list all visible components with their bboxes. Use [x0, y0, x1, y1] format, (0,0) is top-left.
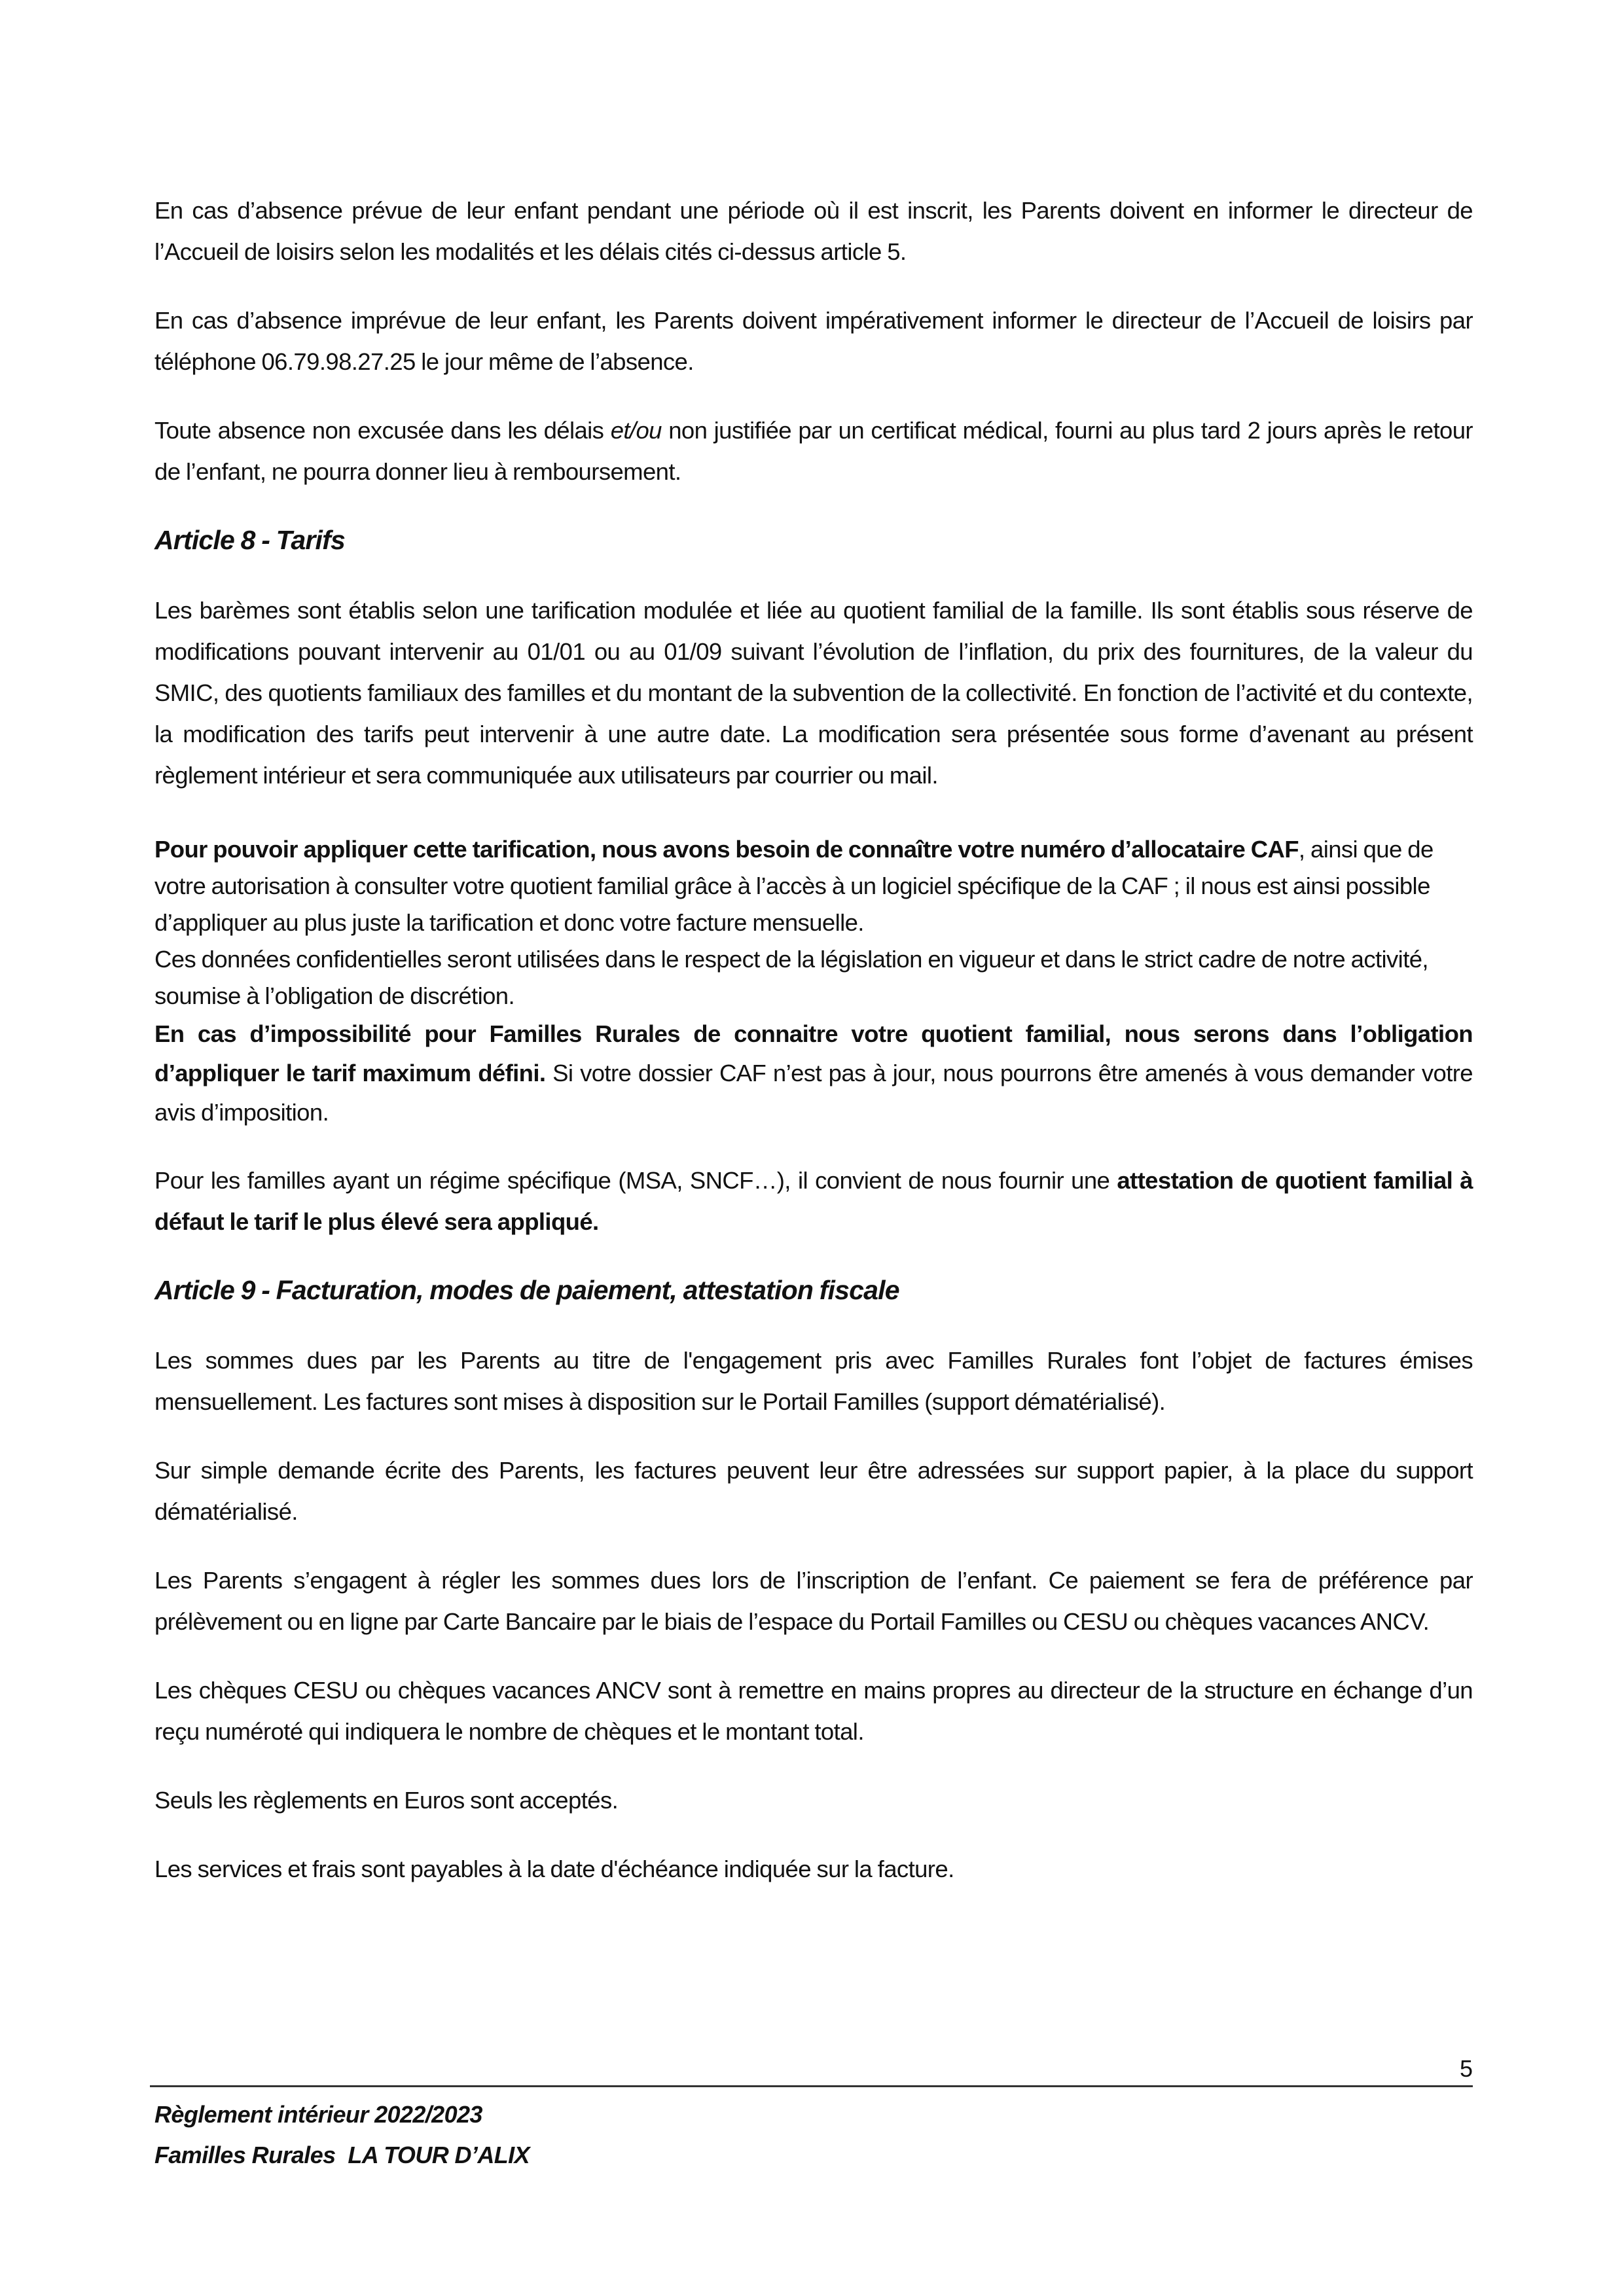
paragraph-paper-invoices: Sur simple demande écrite des Parents, les factures peuvent leur être adressées sur support papier, à la place du support dématérialisé. — [154, 1457, 1473, 1525]
footer-organization: Familles Rurales LA TOUR D’ALIX — [154, 2142, 530, 2168]
paragraph-payment-methods: Les Parents s’engagent à régler les sommes dues lors de l’inscription de l’enfant. Ce paiement se fera de préférence par prélèvement ou en ligne par Carte Bancaire par le biais de l’espace du Portail Familles ou CESU ou chèques vacances ANCV. — [154, 1567, 1473, 1635]
paragraph-unexcused-absence — [154, 410, 1473, 492]
bold-span: En cas d’impossibilité pour Familles Rurales de connaitre votre quotient familial, nous serons dans l’obligation d’appliquer le tarif maximum défini. — [154, 1020, 1473, 1086]
paragraph-caf-number — [154, 831, 1473, 941]
bold-span: attestation de quotient familial à défaut le tarif le plus élevé sera appliqué. — [154, 1167, 1473, 1235]
italic-span: et/ou — [610, 417, 662, 444]
paragraph-specific-regime — [154, 1160, 1473, 1242]
text-span: Toute absence non excusée dans les délais — [154, 417, 611, 444]
paragraph-confidential-data: Ces données confidentielles seront utilisées dans le respect de la législation en vigueur et dans le strict cadre de notre activité, soumise à l’obligation de discrétion. — [154, 946, 1428, 1009]
paragraph-cesu-ancv: Les chèques CESU ou chèques vacances ANCV sont à remettre en mains propres au directeur de la structure en échange d’un reçu numéroté qui indiquera le nombre de chèques et le montant total. — [154, 1677, 1473, 1745]
paragraph-tariff-scales: Les barèmes sont établis selon une tarification modulée et liée au quotient familial de la famille. Ils sont établis sous réserve de modifications pouvant intervenir au 01/01 ou au 01/09 suivant l’évolution de l’inflation, du prix des fournitures, de la valeur du SMIC, des quotients familiaux des familles et du montant de la subvention de la collectivité. En fonction de l’activité et du contexte, la modification des tarifs peut intervenir à une autre date. La modification sera présentée sous forme d’avenant au présent règlement intérieur et sera communiquée aux utilisateurs par courrier ou mail. — [154, 597, 1473, 789]
footer — [154, 2094, 530, 2176]
document-page — [154, 190, 1473, 1917]
text-span: Pour les familles ayant un régime spécifique (MSA, SNCF…), il convient de nous fournir une — [154, 1167, 1117, 1194]
paragraph-euros-only: Seuls les règlements en Euros sont acceptés. — [154, 1787, 619, 1814]
paragraph-planned-absence: En cas d’absence prévue de leur enfant pendant une période où il est inscrit, les Parents doivent en informer le directeur de l’Accueil de loisirs selon les modalités et les délais cités ci-dessus article 5. — [154, 197, 1473, 265]
paragraph-unplanned-absence: En cas d’absence imprévue de leur enfant, les Parents doivent impérativement informer le directeur de l’Accueil de loisirs par téléphone 06.79.98.27.25 le jour même de l’absence. — [154, 307, 1473, 375]
text-span: non justifiée par un certificat médical, fourni au plus tard 2 jours après le retour de l’enfant, ne pourra donner lieu à remboursement. — [154, 417, 1473, 485]
paragraph-due-date: Les services et frais sont payables à la date d'échéance indiquée sur la facture. — [154, 1856, 954, 1882]
article-8-heading: Article 8 - Tarifs — [154, 525, 345, 555]
text-span: , ainsi que de votre autorisation à consulter votre quotient familial grâce à l’accès à un logiciel spécifique de la CAF ; il nous est ainsi possible d’appliquer au plus juste la tarification et donc votre facture mensuelle. — [154, 836, 1434, 936]
text-span: Si votre dossier CAF n’est pas à jour, nous pourrons être amenés à vous demander votre avis d’imposition. — [154, 1060, 1473, 1126]
bold-span: Pour pouvoir appliquer cette tarification, nous avons besoin de connaître votre numéro d’allocataire CAF — [154, 836, 1299, 863]
page-number: 5 — [1459, 2055, 1473, 2082]
article-9-heading: Article 9 - Facturation, modes de paiement, attestation fiscale — [154, 1275, 899, 1305]
paragraph-invoices: Les sommes dues par les Parents au titre de l'engagement pris avec Familles Rurales font l’objet de factures émises mensuellement. Les factures sont mises à disposition sur le Portail Familles (support dématérialisé). — [154, 1347, 1473, 1415]
paragraph-impossibility — [154, 1014, 1473, 1132]
footer-title: Règlement intérieur 2022/2023 — [154, 2101, 482, 2128]
footer-divider — [150, 2085, 1473, 2087]
